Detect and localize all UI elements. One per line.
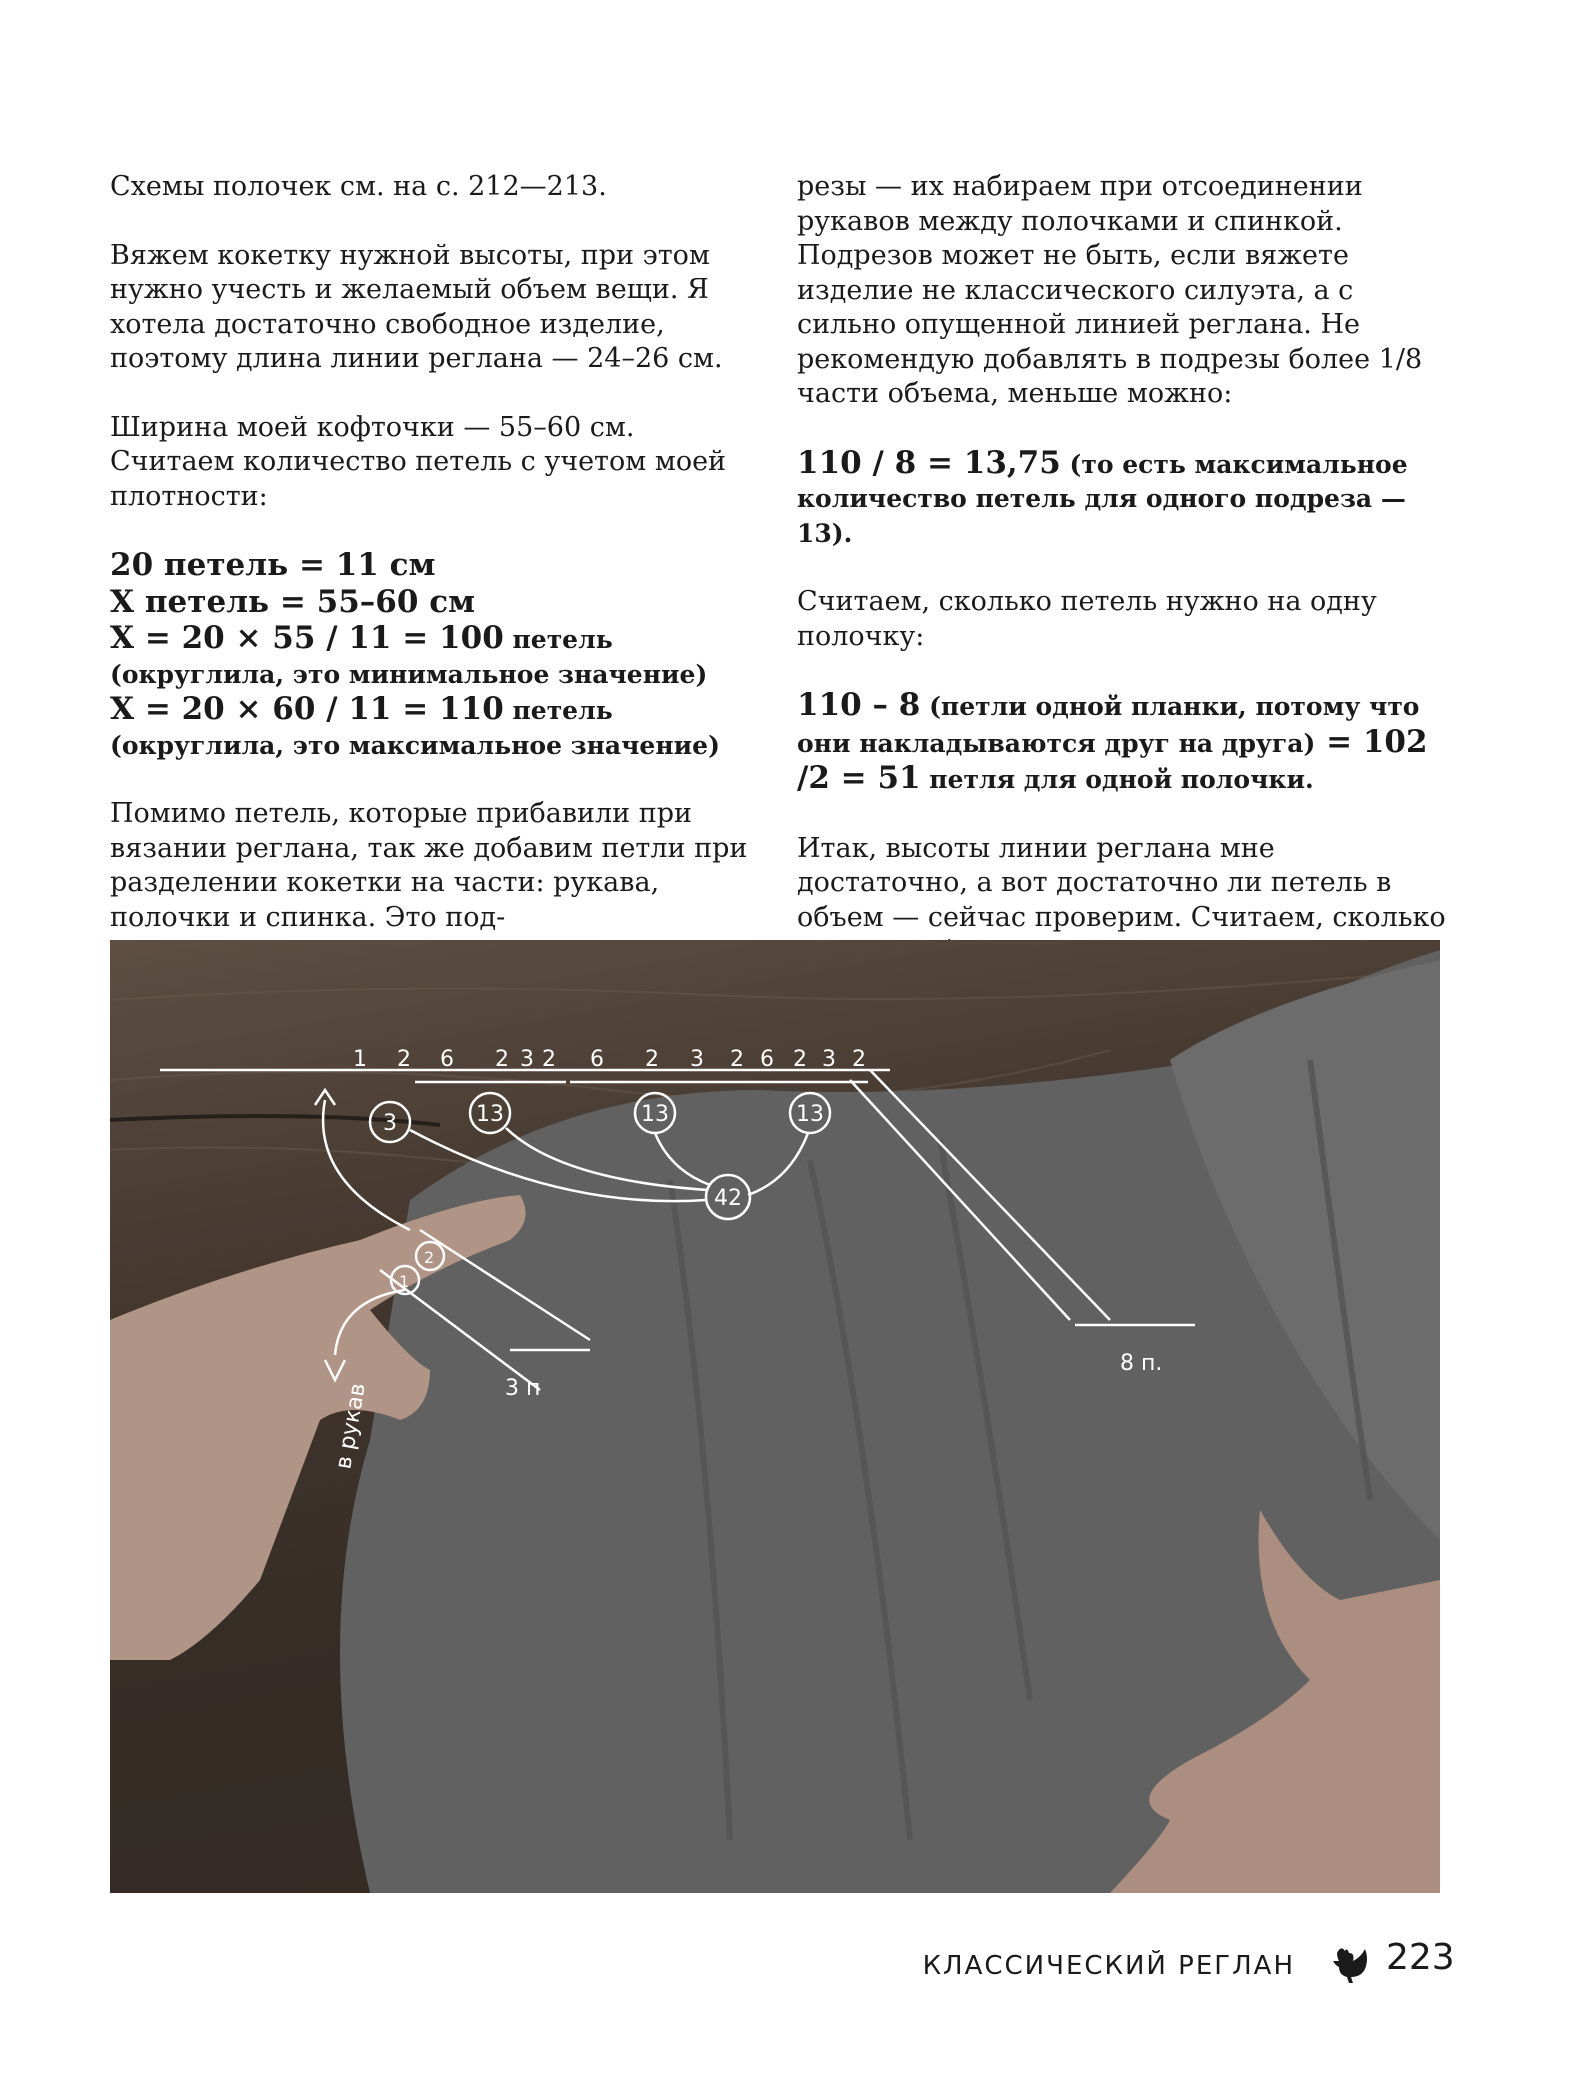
formula-note: петель (округлила, это минимальное значение) bbox=[110, 625, 708, 689]
label: 1 bbox=[353, 1047, 367, 1072]
paragraph: Ширина моей кофточки — 55–60 см. Считаем количество петель с учетом моей плотности: bbox=[110, 411, 727, 512]
label: 6 bbox=[590, 1047, 604, 1072]
formula-block bbox=[110, 548, 755, 763]
label: 2 bbox=[793, 1047, 807, 1072]
circle-label: 42 bbox=[714, 1186, 742, 1211]
label: 3 bbox=[822, 1047, 836, 1072]
paragraph: Итак, высоты линии реглана мне достаточно, а вот достаточно ли петель в объем — сейчас проверим. Считаем, сколько bbox=[797, 832, 1446, 933]
rooster-icon bbox=[1331, 1943, 1371, 1987]
formula-line: 110 / 8 = 13,75 bbox=[797, 444, 1061, 481]
circle-label: 2 bbox=[424, 1248, 435, 1267]
formula-note: (то есть максимальное количество петель для одного подреза — 13). bbox=[797, 449, 1408, 548]
label: 6 bbox=[760, 1047, 774, 1072]
formula-note: (петли одной планки, потому что они накладываются друг на друга) bbox=[797, 692, 1420, 758]
label: 2 bbox=[495, 1047, 509, 1072]
knitting-photo bbox=[110, 940, 1440, 1893]
right-column bbox=[797, 170, 1447, 1038]
formula-line: Х = 20 × 60 / 11 = 110 bbox=[110, 691, 504, 727]
circle-label: 13 bbox=[796, 1102, 824, 1127]
label: 3 bbox=[520, 1047, 534, 1072]
label: 3 bbox=[690, 1047, 704, 1072]
paragraph: Помимо петель, которые прибавили при вязании реглана, так же добавим петли при разделении кокетки на части: рукава, полочки и спинка. Это под- bbox=[110, 798, 748, 933]
annotation-text: 8 п. bbox=[1120, 1351, 1163, 1376]
formula-block bbox=[797, 688, 1447, 798]
annotation-text: в рукав bbox=[331, 1381, 371, 1472]
formula-note: петель (округлила, это максимальное значение) bbox=[110, 696, 720, 760]
left-column bbox=[110, 170, 755, 969]
paragraph: резы — их набираем при отсоединении рукавов между полочками и спинкой. Подрезов может не быть, если вяжете изделие не классического силуэта, а с сильно опущенной линией реглана. Не рекомендую добавлять в подрезы более 1/8 части объема, меньше можно: bbox=[797, 171, 1423, 409]
circle-label: 3 bbox=[383, 1111, 397, 1136]
annotation-text: 3 п bbox=[505, 1376, 541, 1401]
circle-label: 13 bbox=[476, 1102, 504, 1127]
label: 6 bbox=[440, 1047, 454, 1072]
formula-block bbox=[797, 446, 1447, 552]
label: 2 bbox=[645, 1047, 659, 1072]
paragraph: Считаем, сколько петель нужно на одну полочку: bbox=[797, 586, 1377, 652]
section-title: КЛАССИЧЕСКИЙ РЕГЛАН bbox=[922, 1951, 1295, 1981]
paragraph: Вяжем кокетку нужной высоты, при этом нужно учесть и желаемый объем вещи. Я хотела достаточно свободное изделие, поэтому длина линии реглана — 24–26 см. bbox=[110, 239, 723, 374]
label: 2 bbox=[730, 1047, 744, 1072]
formula-line: Х петель = 55–60 см bbox=[110, 583, 476, 620]
formula-note: петля для одной полочки. bbox=[920, 765, 1314, 794]
formula-line: 20 петель = 11 см bbox=[110, 547, 436, 583]
label: 2 bbox=[397, 1047, 411, 1072]
label: 2 bbox=[852, 1047, 866, 1072]
formula-line: Х = 20 × 55 / 11 = 100 bbox=[110, 620, 504, 656]
label: 2 bbox=[542, 1047, 556, 1072]
formula-line: 110 – 8 bbox=[797, 687, 921, 723]
circle-label: 13 bbox=[641, 1102, 669, 1127]
formula-line: = 102 /2 = 51 bbox=[797, 723, 1428, 796]
page-number: 223 bbox=[1386, 1937, 1455, 1978]
paragraph: Схемы полочек см. на с. 212—213. bbox=[110, 171, 607, 202]
photo-illustration bbox=[110, 940, 1440, 1893]
circle-label: 1 bbox=[399, 1272, 410, 1291]
